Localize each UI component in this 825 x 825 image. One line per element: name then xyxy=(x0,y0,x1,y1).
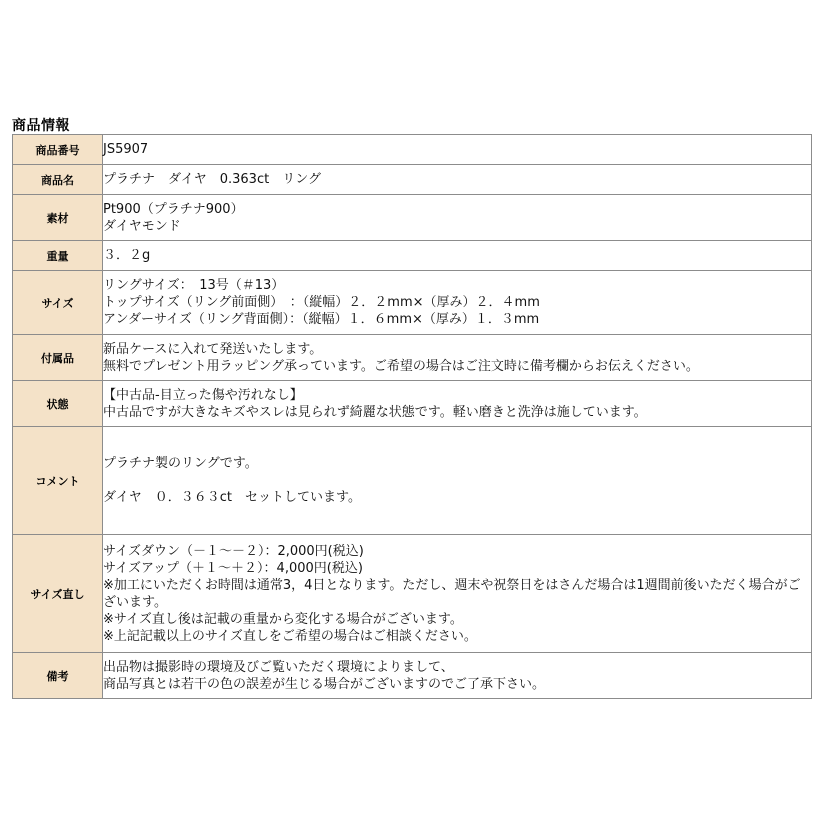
value-condition: 【中古品-目立った傷や汚れなし】 中古品ですが大きなキズやスレは見られず綺麗な状態です。軽い磨きと洗浄は施しています。 xyxy=(103,381,812,427)
label-remarks: 備考 xyxy=(13,653,103,699)
row-accessories xyxy=(13,335,812,381)
row-comment xyxy=(13,427,812,535)
label-resizing: サイズ直し xyxy=(13,535,103,653)
section-title: 商品情報 xyxy=(12,118,70,134)
product-info-table xyxy=(12,134,812,699)
value-resizing: サイズダウン（－１～－２）：2,000円(税込) サイズアップ（＋１～＋２）：4,000円(税込) ※加工にいただくお時間は通常3，4日となります。ただし、週末や祝祭日をはさんだ場合は1週間前後いただく場合がございます。 ※サイズ直し後は記載の重量から変化する場合がございます。 ※上記記載以上のサイズ直しをご希望の場合はご相談ください。 xyxy=(103,535,812,653)
label-weight: 重量 xyxy=(13,241,103,271)
label-accessories: 付属品 xyxy=(13,335,103,381)
value-weight: ３．２g xyxy=(103,241,812,271)
label-size: サイズ xyxy=(13,271,103,335)
row-product-name xyxy=(13,165,812,195)
value-remarks: 出品物は撮影時の環境及びご覧いただく環境によりまして、 商品写真とは若干の色の誤差が生じる場合がございますのでご了承下さい。 xyxy=(103,653,812,699)
row-resizing xyxy=(13,535,812,653)
value-product-number: JS5907 xyxy=(103,135,812,165)
value-product-name: プラチナ ダイヤ 0.363ct リング xyxy=(103,165,812,195)
label-product-number: 商品番号 xyxy=(13,135,103,165)
resizing-note: ※加工にいただくお時間は通常3，4日となります。ただし、週末や祝祭日をはさんだ場合は1週間前後いただく場合がございます。 xyxy=(103,577,801,610)
label-product-name: 商品名 xyxy=(13,165,103,195)
label-comment: コメント xyxy=(13,427,103,535)
value-material: Pt900（プラチナ900） ダイヤモンド xyxy=(103,195,812,241)
row-weight xyxy=(13,241,812,271)
row-material xyxy=(13,195,812,241)
value-comment: プラチナ製のリングです。 ダイヤ ０．３６３ct セットしています。 xyxy=(103,427,812,535)
value-accessories: 新品ケースに入れて発送いたします。 無料でプレゼント用ラッピング承っています。ご希望の場合はご注文時に備考欄からお伝えください。 xyxy=(103,335,812,381)
row-product-number xyxy=(13,135,812,165)
value-size: リングサイズ： 13号（＃13） トップサイズ（リング前面側） ：（縦幅）２．２mm×（厚み）２．４mm アンダーサイズ（リング背面側）：（縦幅）１．６mm×（厚み）１．３mm xyxy=(103,271,812,335)
row-remarks xyxy=(13,653,812,699)
label-condition: 状態 xyxy=(13,381,103,427)
row-size xyxy=(13,271,812,335)
row-condition xyxy=(13,381,812,427)
label-material: 素材 xyxy=(13,195,103,241)
